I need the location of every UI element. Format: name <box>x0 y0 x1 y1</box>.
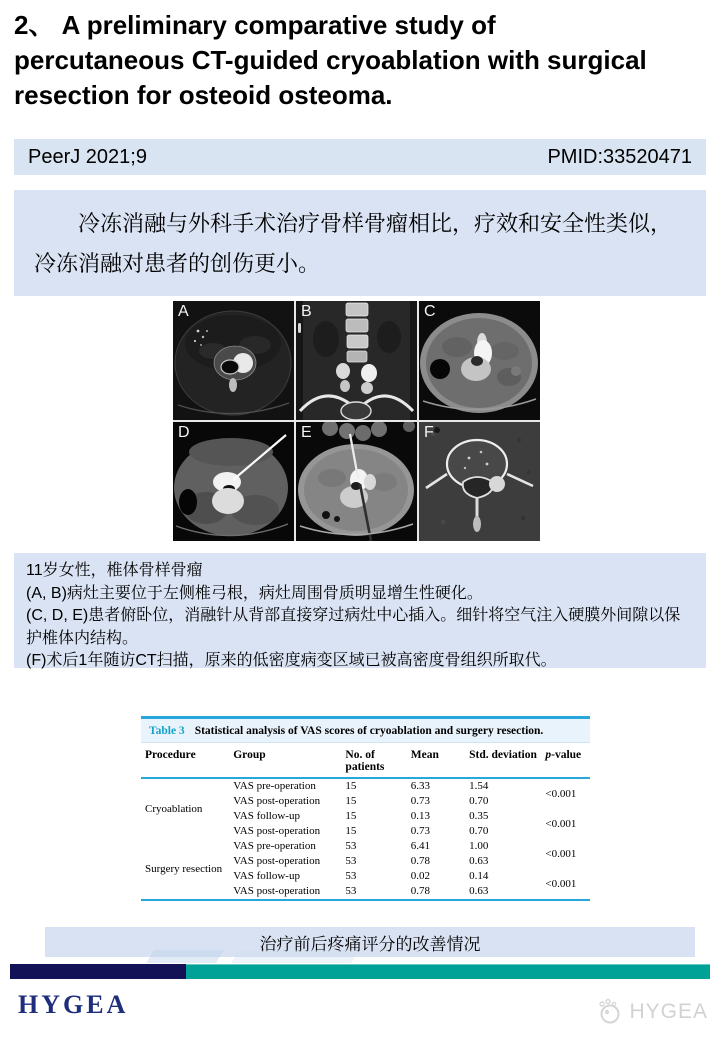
citation-bar <box>14 139 706 175</box>
table-title-text: Statistical analysis of VAS scores of cryoablation and surgery resection. <box>194 725 544 737</box>
bottom-caption-bar <box>45 927 695 957</box>
hygea-watermark-label: HYGEA <box>629 1000 708 1023</box>
ct-panel-a <box>173 301 294 420</box>
table-title <box>141 719 590 743</box>
table-row: VAS follow-up 15 0.13 0.35 <0.001 <box>141 809 590 824</box>
table-row: VAS post-operation 15 0.73 0.70 <box>233 795 489 807</box>
table-row: Surgery resection VAS pre-operation 53 6.41 1.00 <0.001 <box>141 839 590 854</box>
panel-label-e: E <box>301 424 312 441</box>
figure-caption-line-2: (A, B)病灶主要位于左侧椎弓根，病灶周围骨质明显增生性硬化。 <box>26 584 483 602</box>
ct-image-f <box>419 422 540 541</box>
panel-label-f: F <box>424 424 434 441</box>
p-value: <0.001 <box>545 787 577 800</box>
hygea-watermark <box>597 998 708 1026</box>
ct-figure-grid <box>173 301 540 541</box>
vas-statistics-table <box>141 716 590 901</box>
hygea-logo-text: HYGEA <box>18 990 129 1019</box>
table-row: VAS post-operation 53 0.78 0.63 <box>233 855 489 867</box>
col-header-pvalue: p-value <box>545 749 582 761</box>
figure-caption-line-3: (C, D, E)患者俯卧位，消融针从背部直接穿过病灶中心插入。细针将空气注入硬膜外间隙以保护椎体内结构。 <box>26 607 681 647</box>
panel-label-d: D <box>178 424 190 441</box>
table-grid <box>141 743 590 899</box>
ct-panel-b <box>296 301 417 420</box>
ct-panel-d <box>173 422 294 541</box>
p-value: <0.001 <box>545 877 577 890</box>
hygea-watermark-icon <box>597 998 623 1026</box>
col-header-group: Group <box>233 749 266 761</box>
footer-teal-bar <box>186 964 710 979</box>
ct-image-a <box>173 301 294 420</box>
table-label: Table 3 <box>149 725 185 737</box>
col-header-procedure: Procedure <box>145 749 196 761</box>
col-header-mean: Mean <box>410 749 439 761</box>
slide-title-line-1: 2、 A preliminary comparative study of <box>14 10 496 40</box>
panel-label-b: B <box>301 303 312 320</box>
slide-title <box>14 8 714 113</box>
figure-caption-box <box>14 553 706 668</box>
footer-navy-bar <box>10 964 186 979</box>
ct-panel-f <box>419 422 540 541</box>
summary-text: 冷冻消融与外科手术治疗骨样骨瘤相比，疗效和安全性类似，冷冻消融对患者的创伤更小。 <box>34 211 673 276</box>
table-bottom-rule <box>141 899 590 901</box>
table-row: Cryoablation VAS pre-operation 15 6.33 1.54 <0.001 <box>141 778 590 794</box>
table-row: VAS post-operation 15 0.73 0.70 <box>233 825 489 837</box>
journal-citation: PeerJ 2021;9 <box>28 145 147 168</box>
table-row: VAS post-operation 53 0.78 0.63 <box>233 885 489 897</box>
figure-caption-line-1: 11岁女性，椎体骨样骨瘤 <box>26 562 203 579</box>
ct-image-c <box>419 301 540 420</box>
slide-title-line-2: percutaneous CT-guided cryoablation with surgical <box>14 45 647 75</box>
ct-panel-e <box>296 422 417 541</box>
ct-image-b <box>296 301 417 420</box>
bottom-caption-text: 治疗前后疼痛评分的改善情况 <box>259 934 481 954</box>
table-row: VAS follow-up 53 0.02 0.14 <0.001 <box>141 869 590 884</box>
col-header-patients: No. of patients <box>345 749 385 773</box>
p-value: <0.001 <box>545 817 577 830</box>
figure-caption-line-4: (F)术后1年随访CT扫描，原来的低密度病变区域已被高密度骨组织所取代。 <box>26 652 557 669</box>
slide-title-line-3: resection for osteoid osteoma. <box>14 80 393 110</box>
ct-image-d <box>173 422 294 541</box>
pmid-citation: PMID:33520471 <box>547 145 692 168</box>
p-value: <0.001 <box>545 847 577 860</box>
ct-image-e <box>296 422 417 541</box>
footer-decoration <box>146 950 224 963</box>
ct-panel-c <box>419 301 540 420</box>
procedure-cryoablation: Cryoablation <box>145 802 203 815</box>
procedure-surgery: Surgery resection <box>145 862 223 875</box>
panel-label-c: C <box>424 303 436 320</box>
table-header-row <box>141 743 590 778</box>
footer-decoration <box>231 950 359 963</box>
col-header-sd: Std. deviation <box>469 749 537 761</box>
summary-box <box>14 190 706 296</box>
panel-label-a: A <box>178 303 189 320</box>
